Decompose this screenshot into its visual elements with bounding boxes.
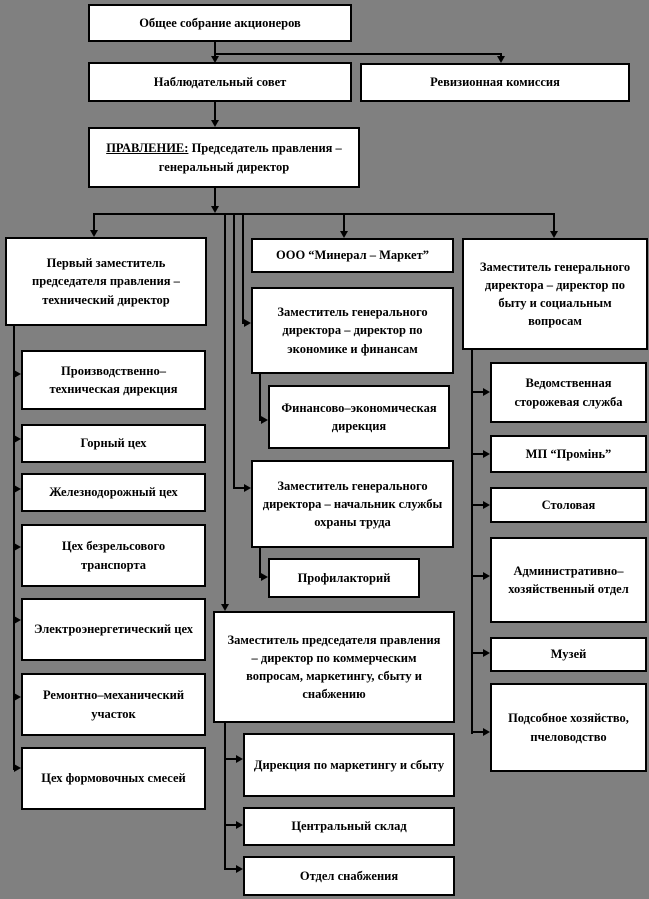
- arrowhead-supervisory: [211, 56, 219, 63]
- node-security-service: Ведомственная сторожевая служба: [490, 362, 647, 423]
- node-board: [88, 127, 360, 188]
- node-deputy-social: Заместитель генерального директора – директор по быту и социальным вопросам: [462, 238, 648, 350]
- node-mining-shop: Горный цех: [21, 424, 206, 463]
- arrowhead-electropower: [14, 616, 21, 624]
- board-subtitle: Председатель правления – генеральный директор: [158, 141, 342, 174]
- arrowhead-repair: [14, 693, 21, 701]
- node-subsidiary-farm: Подсобное хозяйство, пчеловодство: [490, 683, 647, 772]
- node-repair-mechanical-section: Ремонтно–механический участок: [21, 673, 206, 736]
- connector-social-spine: [471, 350, 473, 734]
- node-audit-commission: Ревизионная комиссия: [360, 63, 630, 102]
- arrowhead-museum: [483, 649, 490, 657]
- connector-supervisory-board: [214, 102, 216, 121]
- node-trackless-transport-shop: Цех безрельсового транспорта: [21, 524, 206, 587]
- node-first-deputy-technical: Первый заместитель председателя правления – технический директор: [5, 237, 207, 326]
- arrowhead-audit: [497, 56, 505, 63]
- connector-audit-horizontal: [214, 53, 501, 55]
- arrowhead-marketing: [236, 755, 243, 763]
- node-museum: Музей: [490, 637, 647, 672]
- arrowhead-promin: [483, 450, 490, 458]
- node-deputy-economy: Заместитель генерального директора – директор по экономике и финансам: [251, 287, 454, 374]
- node-central-warehouse: Центральный склад: [243, 807, 455, 846]
- arrowhead-trunk: [211, 206, 219, 213]
- arrowhead-security: [483, 388, 490, 396]
- arrowhead-mining: [14, 435, 21, 443]
- node-molding-sands-shop: Цех формовочных смесей: [21, 747, 206, 810]
- arrowhead-trackless: [14, 543, 21, 551]
- node-electropower-shop: Электроэнергетический цех: [21, 598, 206, 661]
- connector-trunk-economy: [242, 213, 244, 324]
- node-finance-directorate: Финансово–экономическая дирекция: [268, 385, 450, 449]
- arrowhead-technical: [90, 230, 98, 237]
- arrowhead-canteen: [483, 501, 490, 509]
- node-dispensary: Профилакторий: [268, 558, 420, 598]
- connector-trunk-horizontal: [93, 213, 555, 215]
- arrowhead-mineral: [340, 231, 348, 238]
- node-admin-household-dept: Административно–хозяйственный отдел: [490, 537, 647, 623]
- connector-economy-finance: [259, 374, 261, 421]
- connector-board-trunk: [214, 188, 216, 207]
- node-production-directorate: Производственно–техническая дирекция: [21, 350, 206, 410]
- arrowhead-railway: [14, 485, 21, 493]
- connector-trunk-commerce: [224, 213, 226, 605]
- arrowhead-safety: [244, 484, 251, 492]
- node-supervisory-board: Наблюдательный совет: [88, 62, 352, 102]
- arrowhead-warehouse: [236, 821, 243, 829]
- arrowhead-commerce: [221, 604, 229, 611]
- node-general-meeting: Общее собрание акционеров: [88, 4, 352, 42]
- arrowhead-social: [550, 231, 558, 238]
- connector-commerce-spine: [224, 723, 226, 870]
- arrowhead-dispensary: [261, 573, 268, 581]
- node-deputy-commerce: Заместитель председателя правления – директор по коммерческим вопросам, маркетингу, сбыту и снабжению: [213, 611, 455, 723]
- arrowhead-admin: [483, 572, 490, 580]
- node-mineral-market: ООО “Минерал – Маркет”: [251, 238, 454, 273]
- arrowhead-board: [211, 120, 219, 127]
- arrowhead-molding: [14, 764, 21, 772]
- node-marketing-sales-directorate: Дирекция по маркетингу и сбыту: [243, 733, 455, 797]
- arrowhead-supply: [236, 865, 243, 873]
- connector-trunk-social: [553, 213, 555, 231]
- connector-trunk-safety: [233, 213, 235, 489]
- connector-trunk-mineral: [343, 213, 345, 231]
- node-deputy-labor-safety: Заместитель генерального директора – начальник службы охраны труда: [251, 460, 454, 548]
- arrowhead-economy: [244, 319, 251, 327]
- node-railway-shop: Железнодорожный цех: [21, 473, 206, 512]
- arrowhead-farm: [483, 728, 490, 736]
- node-supply-department: Отдел снабжения: [243, 856, 455, 896]
- board-heading: ПРАВЛЕНИЕ:: [106, 141, 189, 156]
- arrowhead-production: [14, 370, 21, 378]
- arrowhead-finance: [261, 416, 268, 424]
- node-promin-enterprise: МП “Промінь”: [490, 435, 647, 473]
- connector-trunk-technical: [93, 213, 95, 230]
- node-canteen: Столовая: [490, 487, 647, 523]
